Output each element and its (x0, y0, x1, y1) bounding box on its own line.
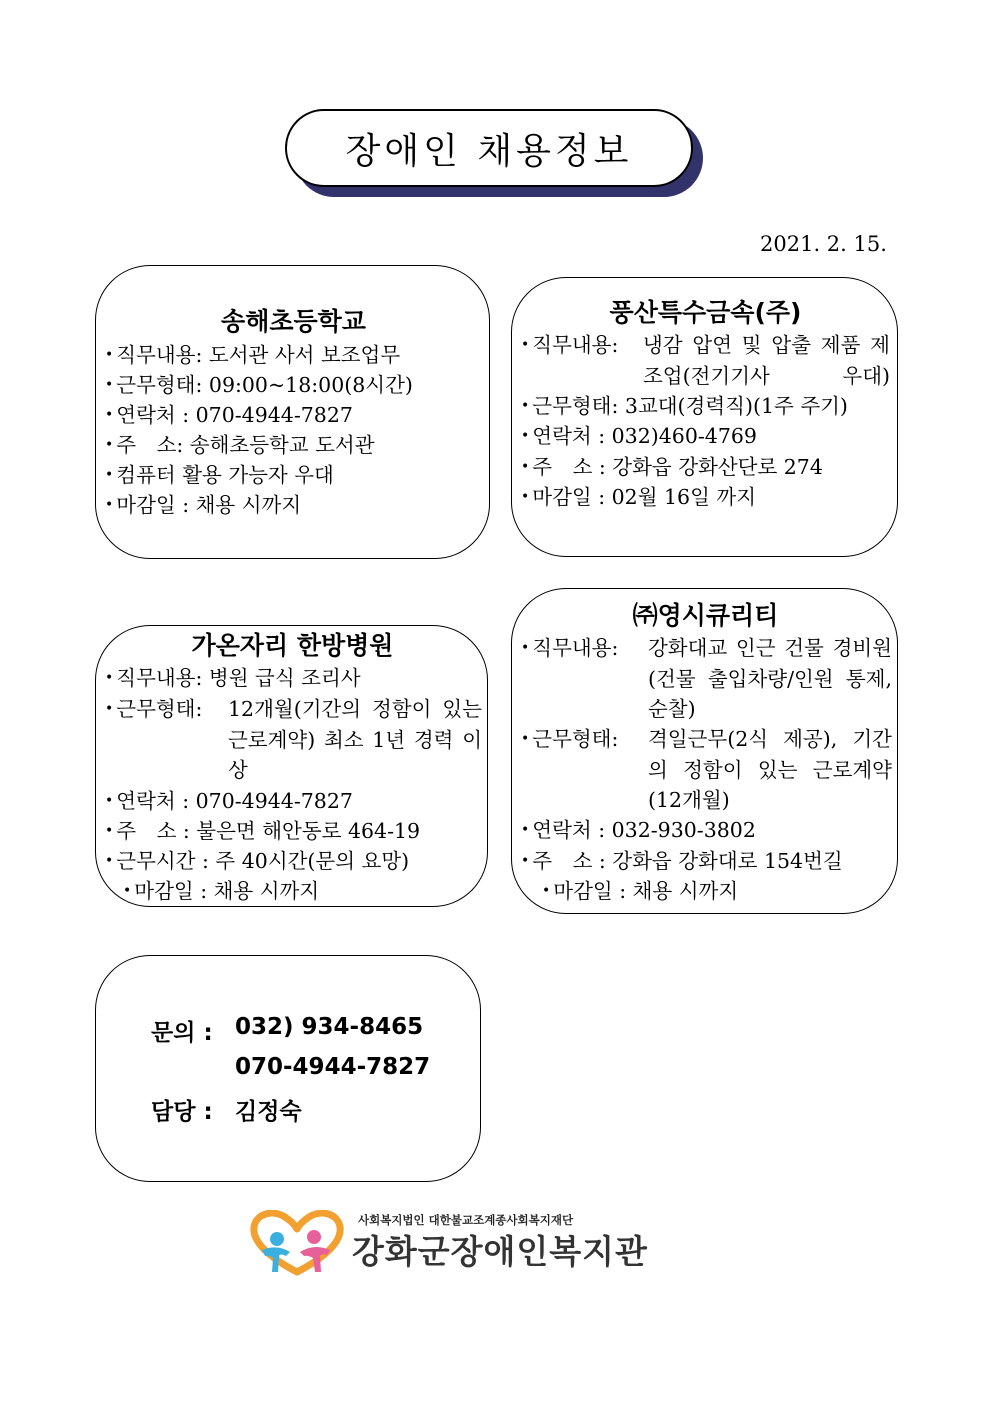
card-wrapped-text: 12개월(기간의 정함이 있는 근로계약) 최소 1년 경력 이상 (228, 697, 482, 782)
card-line: • 직무내용: 도서관 사서 보조업무 (105, 343, 401, 367)
inquiry-phone-2: 070-4944-7827 (235, 1054, 431, 1080)
card-line: • 근무시간 : 주 40시간(문의 요망) (105, 849, 410, 873)
inquiry-label: 문의 : (151, 1020, 213, 1046)
document-date: 2021. 2. 15. (760, 232, 887, 256)
card-line: • 근무형태: 09:00~18:00(8시간) (105, 373, 413, 397)
logo-subtitle: 사회복지법인 대한불교조계종사회복지재단 (358, 1213, 574, 1227)
contact-box (95, 955, 481, 1182)
manager-label: 담당 : (151, 1099, 213, 1125)
card-line: • 마감일 : 채용 시까지 (105, 493, 302, 517)
card-title: 가온자리 한방병원 (191, 631, 394, 660)
card-line: • 연락처 : 032)460-4769 (521, 424, 757, 448)
organization-logo (250, 1210, 720, 1280)
job-card-youngsi (511, 588, 898, 914)
job-card-gaonjari (95, 625, 488, 907)
card-line-label: • 근무형태: (105, 697, 203, 721)
card-line: • 주 소 : 강화읍 강화대로 154번길 (521, 849, 843, 873)
card-line: • 컴퓨터 활용 가능자 우대 (105, 463, 334, 487)
card-line-label: • 직무내용: (521, 333, 619, 357)
card-line: • 주 소 : 불은면 해안동로 464-19 (105, 819, 421, 843)
job-card-songhae (95, 265, 490, 559)
card-line: • 주 소: 송해초등학교 도서관 (105, 433, 375, 457)
card-wrapped-text: 강화대교 인근 건물 경비원(건물 출입차량/인원 통제, 순찰) (648, 636, 892, 721)
heart-family-icon (250, 1210, 345, 1276)
card-title: 송해초등학교 (221, 307, 366, 336)
manager-name: 김정숙 (235, 1099, 302, 1125)
job-card-pungsan (511, 277, 898, 557)
card-line: • 연락처 : 070-4944-7827 (105, 403, 353, 427)
card-line-label: • 근무형태: (521, 727, 619, 751)
card-line: • 연락처 : 032-930-3802 (521, 818, 756, 842)
card-line: • 마감일 : 02월 16일 까지 (521, 485, 757, 509)
card-wrapped-text: 냉감 압연 및 압출 제품 제조업(전기기사 우대) (643, 333, 890, 388)
card-wrapped-text: 격일근무(2식 제공), 기간의 정함이 있는 근로계약(12개월) (648, 727, 892, 812)
card-line: • 근무형태: 3교대(경력직)(1주 주기) (521, 394, 848, 418)
card-line: • 직무내용: 병원 급식 조리사 (105, 666, 361, 690)
card-line: • 연락처 : 070-4944-7827 (105, 789, 353, 813)
card-line: • 주 소 : 강화읍 강화산단로 274 (521, 455, 823, 479)
card-title: ㈜영시큐리티 (632, 601, 779, 630)
logo-name: 강화군장애인복지관 (352, 1232, 648, 1271)
card-title: 풍산특수금속(주) (609, 298, 802, 327)
title-banner (285, 109, 705, 201)
card-line-label: • 직무내용: (521, 636, 619, 660)
inquiry-phone-1: 032) 934-8465 (235, 1014, 424, 1040)
card-line: • 마감일 : 채용 시까지 (542, 879, 739, 903)
card-line: • 마감일 : 채용 시까지 (123, 879, 320, 903)
page-title: 장애인 채용정보 (285, 109, 693, 187)
